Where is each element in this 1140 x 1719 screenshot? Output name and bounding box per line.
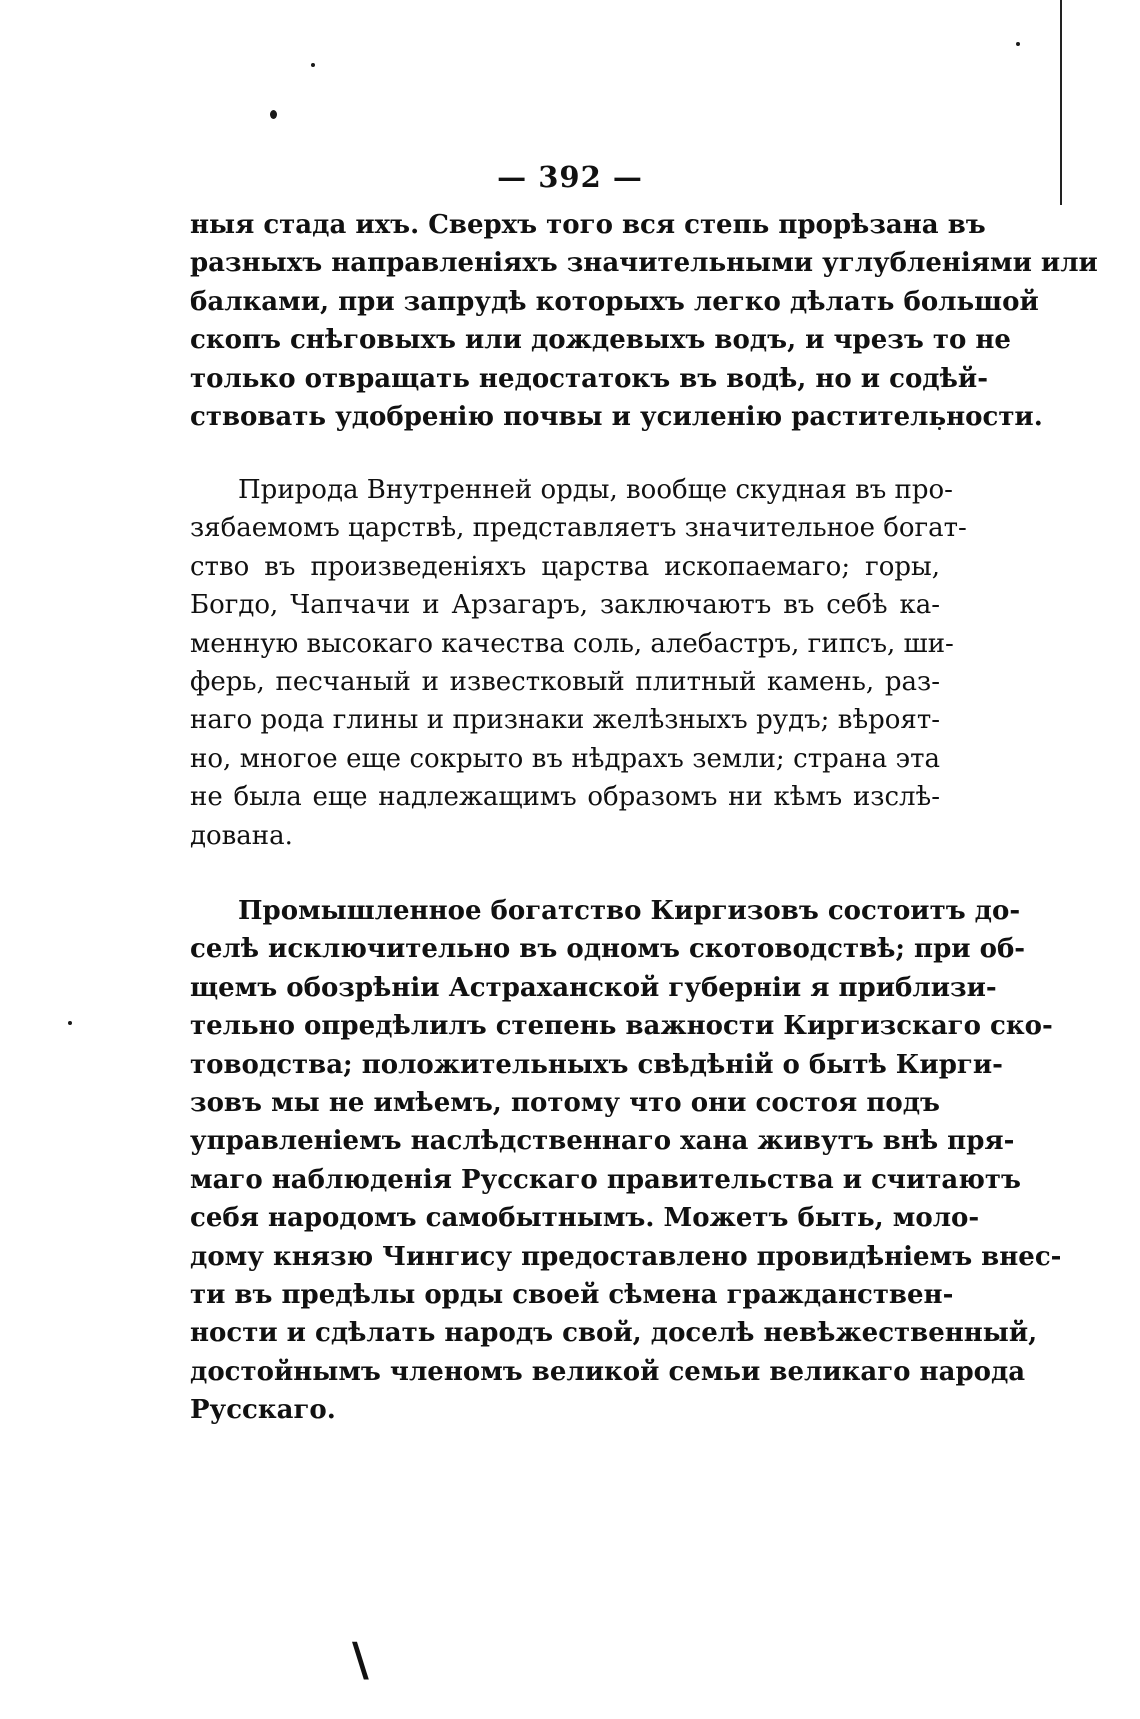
- ink-speck: [68, 1021, 72, 1025]
- text-line: селѣ исключительно въ одномъ скотоводствѣ; при об-: [190, 934, 1026, 965]
- text-line: менную высокаго качества соль, алебастръ, гипсъ, ши-: [190, 628, 954, 659]
- paragraph-3: [190, 892, 1062, 1429]
- text-line: Русскаго.: [190, 1395, 336, 1426]
- text-line: управленіемъ наслѣдственнаго хана живутъ внѣ пря-: [190, 1126, 1015, 1157]
- text-line: Природа Внутренней орды, вообще скудная въ про-: [238, 475, 953, 505]
- text-line: Богдо, Чапчачи и Арзагаръ, заключаютъ въ себѣ ка-: [190, 590, 940, 621]
- page-number: — 392 —: [497, 160, 643, 194]
- signature-mark: \: [352, 1632, 369, 1686]
- text-line: зябаемомъ царствѣ, представляетъ значительное богат-: [190, 513, 967, 544]
- text-line: дована.: [190, 820, 293, 851]
- ink-speck: [270, 110, 277, 119]
- text-line: тельно опредѣлилъ степень важности Киргизскаго ско-: [190, 1011, 1053, 1042]
- text-line: достойнымъ членомъ великой семьи великаго народа: [190, 1356, 1026, 1387]
- text-line: маго наблюденія Русскаго правительства и считаютъ: [190, 1164, 1021, 1195]
- text-line: себя народомъ самобытнымъ. Можетъ быть, моло-: [190, 1203, 980, 1234]
- paragraph-1: [190, 206, 1098, 436]
- text-line: скопъ снѣговыхъ или дождевыхъ водъ, и чрезъ то не: [190, 325, 1011, 356]
- text-line: ферь, песчаный и известковый плитный камень, раз-: [190, 666, 940, 697]
- text-line: зовъ мы не имѣемъ, потому что они состоя подъ: [190, 1087, 940, 1118]
- ink-speck: [311, 63, 315, 67]
- ink-speck: [1016, 42, 1020, 46]
- paragraph-2: [190, 471, 967, 855]
- text-line: не была еще надлежащимъ образомъ ни кѣмъ изслѣ-: [190, 782, 940, 813]
- text-line: балками, при запрудѣ которыхъ легко дѣлать большой: [190, 286, 1039, 317]
- text-line: дому князю Чингису предоставлено провидѣніемъ внес-: [190, 1241, 1062, 1272]
- text-line: наго рода глины и признаки желѣзныхъ рудъ; вѣроят-: [190, 705, 940, 736]
- text-line: щемъ обозрѣніи Астраханской губерніи я приблизи-: [190, 972, 997, 1003]
- text-line: ти въ предѣлы орды своей сѣмена гражданствен-: [190, 1279, 954, 1310]
- text-line: ство въ произведеніяхъ царства ископаемаго; горы,: [190, 551, 940, 582]
- text-line: разныхъ направленіяхъ значительными углубленіями или: [190, 248, 1098, 279]
- text-line: ности и сдѣлать народъ свой, доселѣ невѣжественный,: [190, 1318, 1038, 1349]
- text-line: Промышленное богатство Киргизовъ состоитъ до-: [238, 896, 1021, 926]
- text-line: но, многое еще сокрыто въ нѣдрахъ земли; страна эта: [190, 743, 940, 774]
- text-line: товодства; положительныхъ свѣдѣній о бытѣ Кирги-: [190, 1049, 1003, 1080]
- text-line: только отвращать недостатокъ въ водѣ, но и содѣй-: [190, 363, 988, 394]
- text-line: ствовать удобренію почвы и усиленію растительности.: [190, 401, 1043, 432]
- text-line: ныя стада ихъ. Сверхъ того вся степь прорѣзана въ: [190, 210, 986, 240]
